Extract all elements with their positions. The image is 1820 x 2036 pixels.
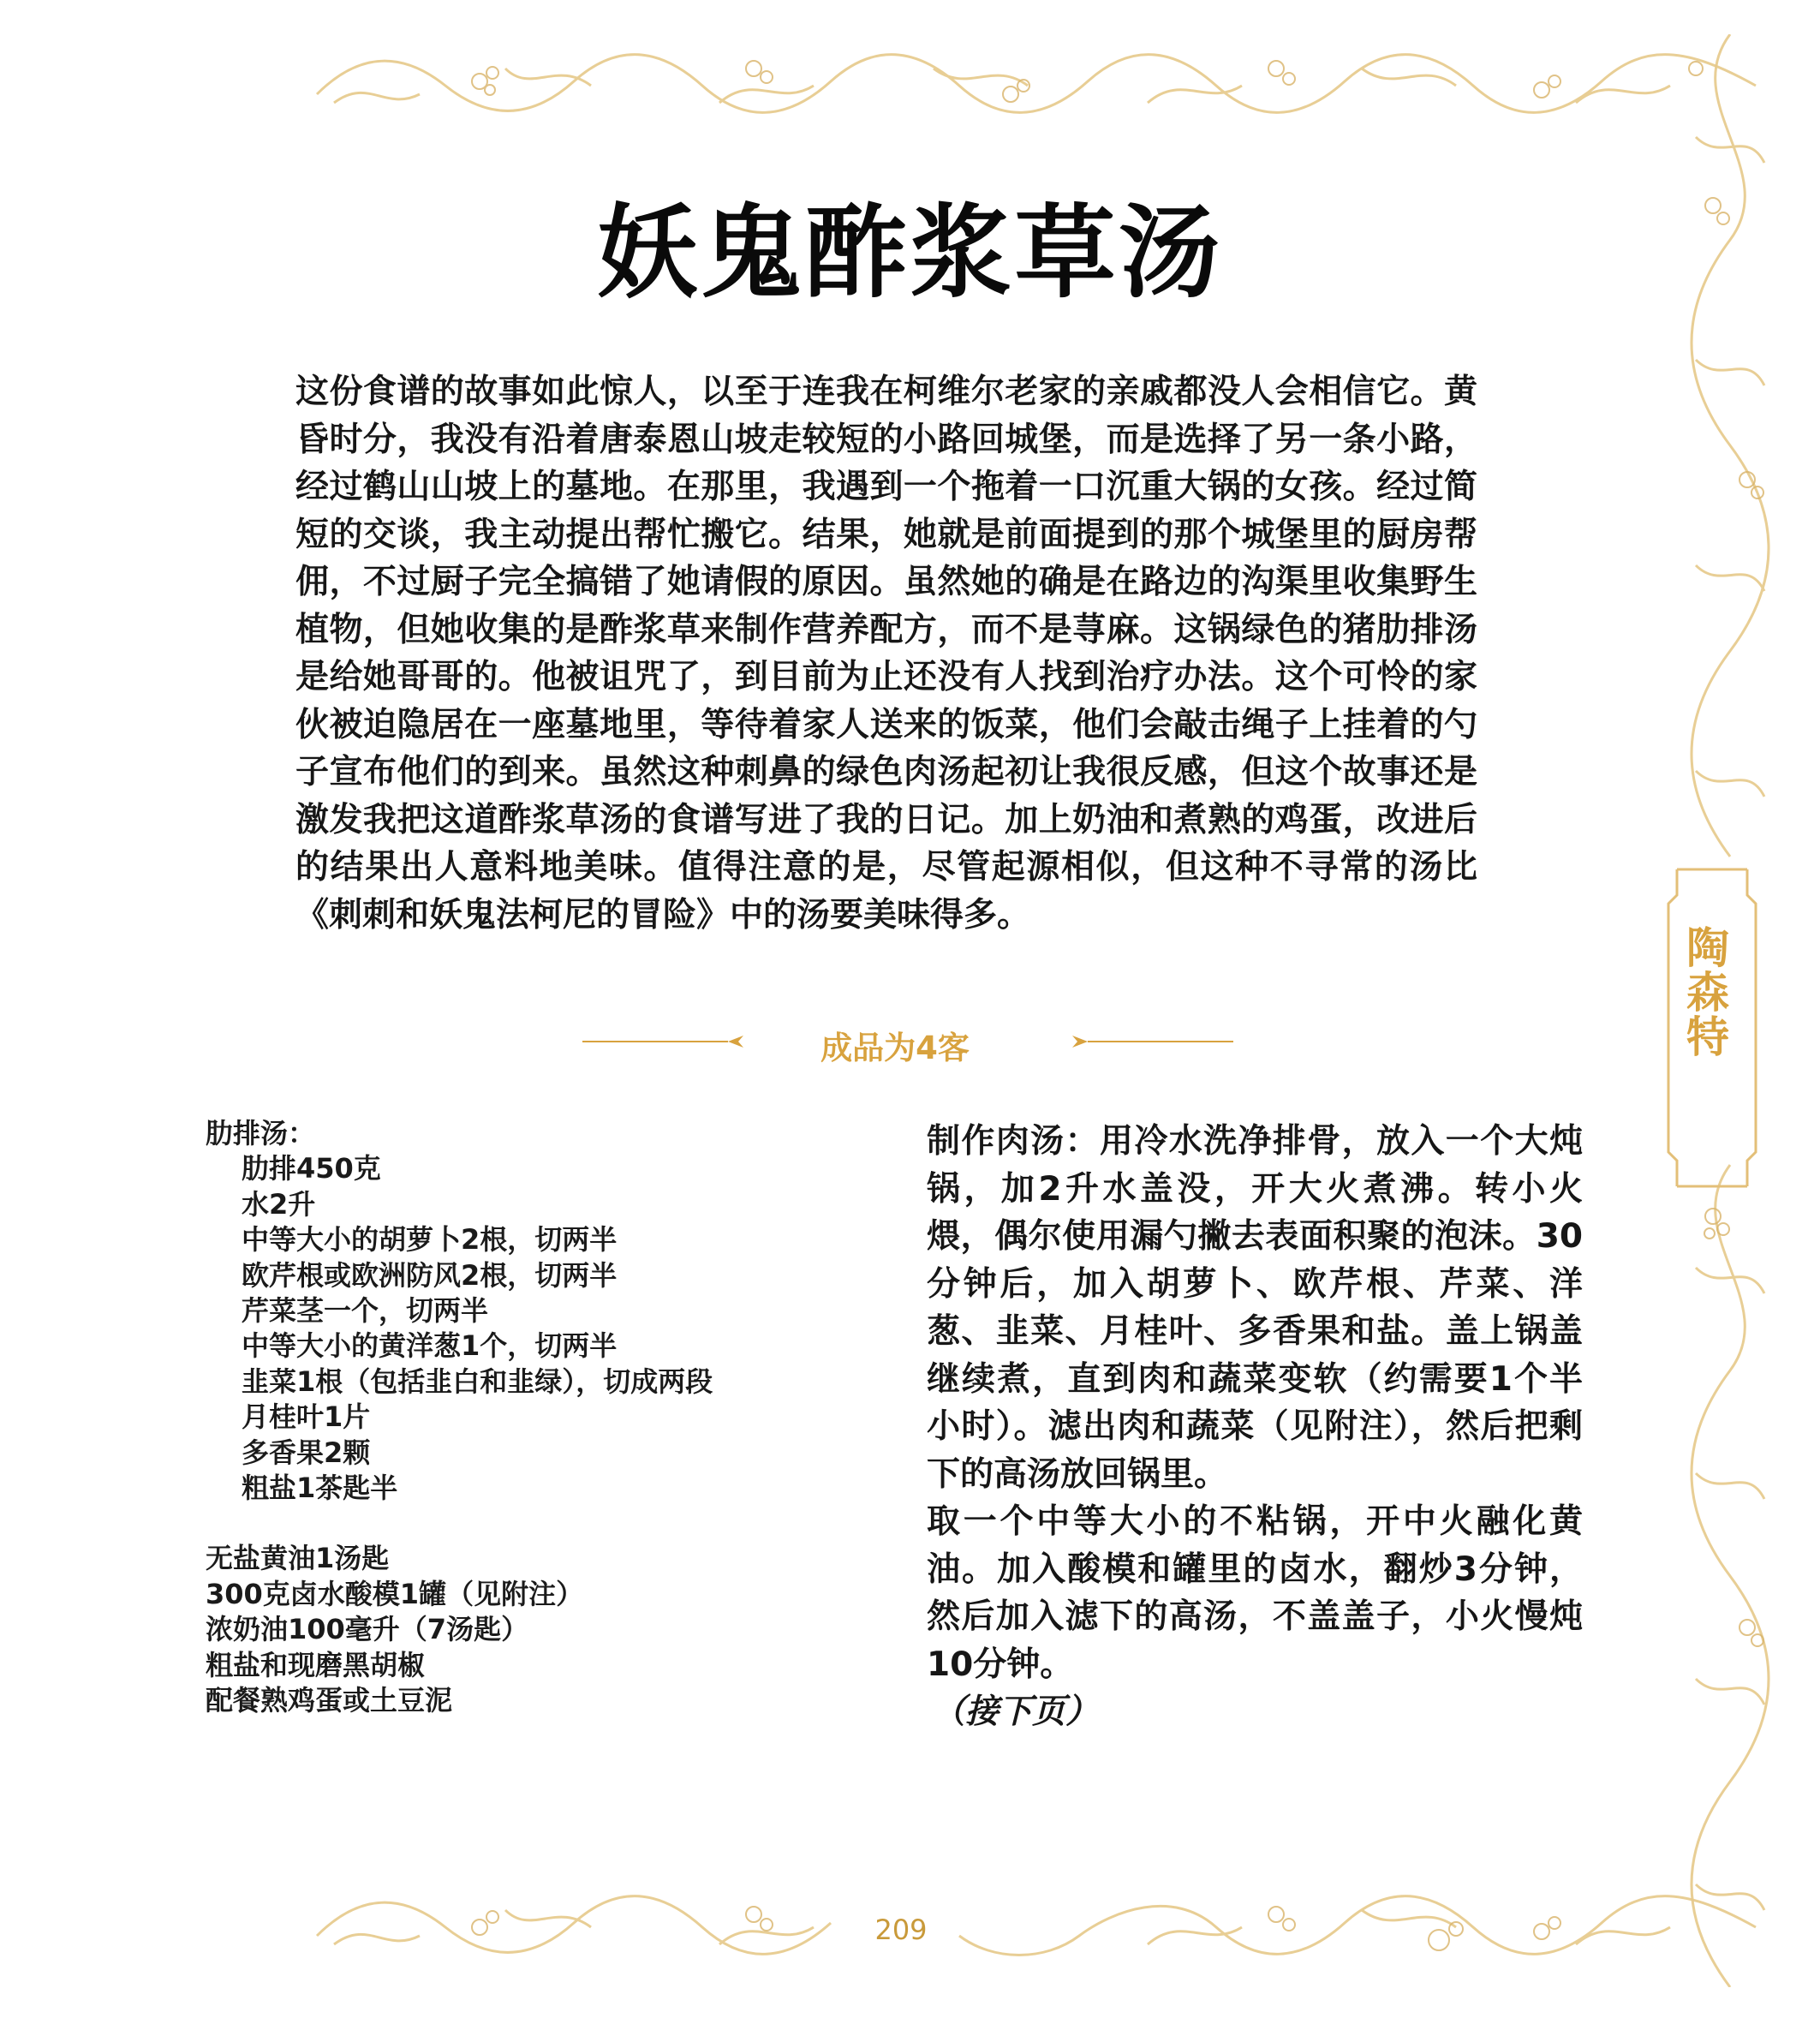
ingredient-item: 欧芹根或欧洲防风2根，切两半 <box>242 1258 618 1292</box>
ingredient-item: 无盐黄油1汤匙 <box>206 1542 390 1575</box>
other-ingredients-list <box>206 1541 754 1718</box>
method-step-text: 用冷水洗净排骨，放入一个大炖锅，加2升水盖没，开大火煮沸。转小火煨，偶尔使用漏勺撇去表面积聚的泡沫。30分钟后，加入胡萝卜、欧芹根、芹菜、洋葱、韭菜、月桂叶、多香果和盐。盖上锅盖继续煮，直到肉和蔬菜变软（约需要1个半小时）。滤出肉和蔬菜（见附注），然后把剩下的高汤放回锅里。 <box>927 1122 1583 1494</box>
ornamental-border-bottom <box>308 1876 1764 1987</box>
broth-ingredients-list <box>206 1151 754 1506</box>
divider-right-ornament <box>1062 1029 1233 1054</box>
ingredient-item: 肋排450克 <box>242 1152 381 1185</box>
recipe-title: 妖鬼酢浆草汤 <box>596 194 1224 312</box>
ingredient-item: 中等大小的黄洋葱1个，切两半 <box>242 1329 618 1363</box>
ingredient-item: 300克卤水酸模1罐（见附注） <box>206 1577 584 1610</box>
ornamental-border-top <box>308 34 1764 128</box>
method-column <box>927 1118 1583 1736</box>
chapter-name: 陶森特 <box>1680 925 1729 1059</box>
ingredient-item: 月桂叶1片 <box>242 1400 371 1434</box>
ingredient-item: 粗盐和现磨黑胡椒 <box>206 1648 426 1681</box>
ingredient-item: 粗盐1茶匙半 <box>242 1472 398 1505</box>
page-number: 209 <box>874 1914 928 1946</box>
method-step-label: 制作肉汤： <box>927 1122 1100 1161</box>
servings-divider <box>565 1024 1225 1075</box>
ingredient-item: 水2升 <box>242 1187 316 1221</box>
continued-label: （接下页） <box>932 1693 1100 1731</box>
ingredient-item: 配餐熟鸡蛋或土豆泥 <box>206 1684 453 1717</box>
recipe-intro: 这份食谱的故事如此惊人，以至于连我在柯维尔老家的亲戚都没人会相信它。黄昏时分，我没有沿着唐泰恩山坡走较短的小路回城堡，而是选择了另一条小路，经过鹤山山坡上的墓地。在那里，我遇到一个拖着一口沉重大锅的女孩。经过简短的交谈，我主动提出帮忙搬它。结果，她就是前面提到的那个城堡里的厨房帮佣，不过厨子完全搞错了她请假的原因。虽然她的确是在路边的沟渠里收集野生植物，但她收集的是酢浆草来制作营养配方，而不是荨麻。这锅绿色的猪肋排汤是给她哥哥的。他被诅咒了，到目前为止还没有人找到治疗办法。这个可怜的家伙被迫隐居在一座墓地里，等待着家人送来的饭菜，他们会敲击绳子上挂着的勺子宣布他们的到来。虽然这种刺鼻的绿色肉汤起初让我很反感，但这个故事还是激发我把这道酢浆草汤的食谱写进了我的日记。加上奶油和煮熟的鸡蛋，改进后的结果出人意料地美味。值得注意的是，尽管起源相似，但这种不寻常的汤比《刺刺和妖鬼法柯尼的冒险》中的汤要美味得多。 <box>295 373 1477 934</box>
ingredient-item: 多香果2颗 <box>242 1436 371 1469</box>
ingredient-item: 韭菜1根（包括韭白和韭绿），切成两段 <box>242 1364 713 1398</box>
method-step: 取一个中等大小的不粘锅，开中火融化黄油。加入酸模和罐里的卤水，翻炒3分钟，然后加入滤下的高汤，不盖盖子，小火慢炖10分钟。 <box>927 1502 1583 1684</box>
ingredient-item: 浓奶油100毫升（7汤匙） <box>206 1613 529 1646</box>
continued-note <box>927 1688 1583 1736</box>
ingredients-column <box>206 1116 754 1719</box>
broth-ingredients-heading: 肋排汤： <box>206 1117 316 1149</box>
ingredient-item: 中等大小的胡萝卜2根，切两半 <box>242 1223 618 1257</box>
method-step <box>927 1118 1583 1498</box>
chapter-side-tab <box>1677 869 1730 1152</box>
servings-count: 成品为4客 <box>820 1030 970 1066</box>
ingredient-item: 芹菜茎一个，切两半 <box>242 1294 489 1328</box>
